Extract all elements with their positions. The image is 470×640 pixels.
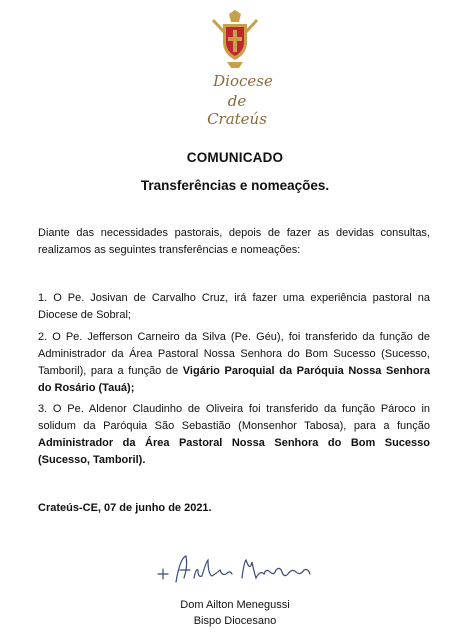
dateline: Crateús-CE, 07 de junho de 2021.	[38, 502, 212, 514]
item-text: 2. O Pe. Jefferson Carneiro da Silva (Pe. Géu), foi transferido da função de Administrador da Área Pastoral Nossa Senhora do Bom Sucesso (Sucesso, Tamboril), para a função de	[38, 331, 430, 377]
item-bold-text: Vigário Paroquial da Paróquia Nossa Senhora do Rosário (Tauá);	[38, 365, 431, 394]
item-bold-text: Administrador da Área Pastoral Nossa Senhora do Bom Sucesso (Sucesso, Tamboril).	[38, 437, 430, 466]
item-text: 3. O Pe. Aldenor Claudinho de Oliveira foi transferido da função Pároco in solidum da Paróquia São Sebastião (Monsenhor Tabosa), para a função	[38, 403, 430, 432]
document-title: COMUNICADO	[186, 150, 284, 165]
handwritten-signature	[150, 548, 320, 593]
list-item	[38, 401, 430, 469]
coat-of-arms-icon	[209, 10, 261, 70]
signer-name: Dom Ailton Menegussi	[180, 599, 290, 611]
list-item	[38, 329, 430, 397]
document-subtitle: Transferências e nomeações.	[140, 178, 330, 193]
logo-text-line2: de Crateús	[207, 92, 267, 128]
diocese-logo	[195, 10, 275, 128]
intro-paragraph: Diante das necessidades pastorais, depois de fazer as devidas consultas, realizamos as seguintes transferências e nomeações:	[38, 227, 430, 256]
list-item	[38, 290, 430, 324]
signer-title: Bispo Diocesano	[193, 615, 277, 627]
item-text: 1. O Pe. Josivan de Carvalho Cruz, irá fazer uma experiência pastoral na Diocese de Sobral;	[38, 292, 430, 321]
logo-text-line1: Diocese	[213, 72, 273, 90]
